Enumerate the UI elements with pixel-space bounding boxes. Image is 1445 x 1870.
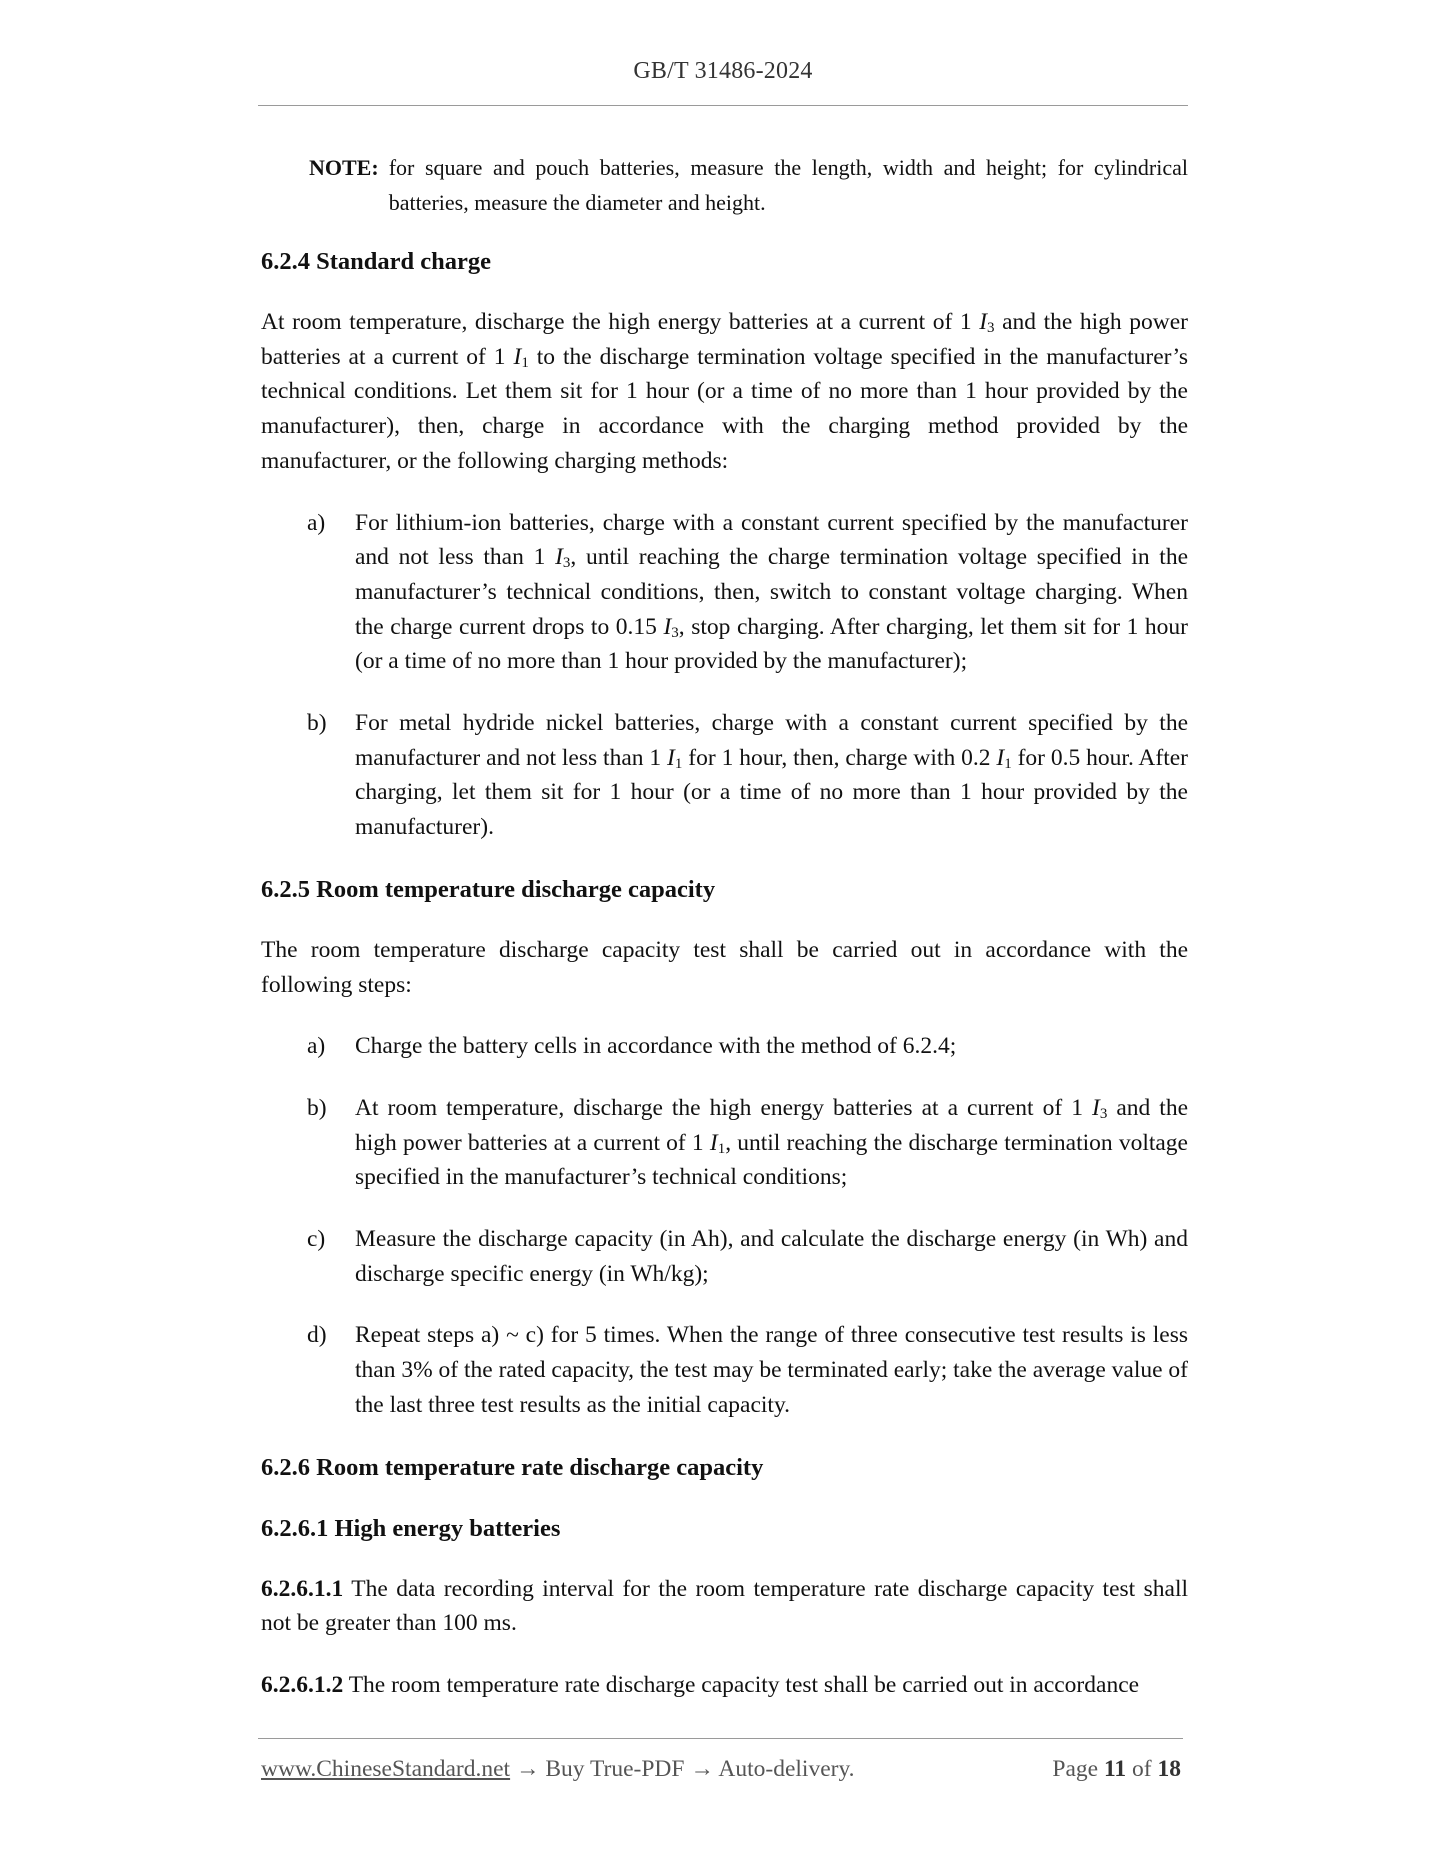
heading-6-2-5: 6.2.5 Room temperature discharge capacity (261, 875, 716, 903)
list-item-6-2-5-a: a) Charge the battery cells in accordance with the method of 6.2.4; (307, 1033, 957, 1060)
list-item-6-2-5-c: c) Measure the discharge capacity (in Ah), and calculate the discharge energy (in Wh) and discharge specific energy (in Wh/kg); (307, 1226, 1188, 1287)
list-6-2-5 (307, 1029, 1188, 1422)
document-body (261, 150, 1188, 1730)
header-title: GB/T 31486-2024 (633, 58, 813, 84)
site-link[interactable]: www.ChineseStandard.net (261, 1756, 511, 1782)
footer-rule (258, 1738, 1183, 1739)
list-item-6-2-4-a: a) For lithium-ion batteries, charge with a constant current specified by the manufacturer and not less than 1 $I_3$, until reaching the charge termination voltage specified in the manufacturer’s technical conditions, then, switch to constant voltage charging. When the charge current drops to 0.15 $I_3$, stop charging. After charging, let them sit for 1 hour (or a time of no more than 1 hour provided by the manufacturer); (307, 509, 1188, 675)
heading-6-2-4: 6.2.4 Standard charge (261, 248, 492, 275)
para-6-2-4-intro: At room temperature, discharge the high energy batteries at a current of 1 $I_3$ and the high power batteries at a current of 1 $I_1$ to the discharge termination voltage specified in the manufacturer’s technical conditions. Let them sit for 1 hour (or a time of no more than 1 hour provided by the manufacturer), then, charge in accordance with the charging method provided by the manufacturer, or the following charging methods: (261, 309, 1189, 474)
heading-6-2-6-1: 6.2.6.1 High energy batteries (261, 1514, 561, 1542)
note-label: NOTE: (309, 155, 379, 180)
note-text: for square and pouch batteries, measure the length, width and height; for cylindrical batteries, measure the diameter and height. (388, 155, 1188, 215)
para-6-2-6-1-1: 6.2.6.1.1 The data recording interval for the room temperature rate discharge capacity test shall not be greater than 100 ms. (261, 1575, 1188, 1637)
footer-promo: www.ChineseStandard.net → Buy True-PDF → Auto-delivery. (261, 1756, 855, 1782)
note (309, 150, 1188, 220)
header-rule (258, 105, 1188, 106)
heading-6-2-6: 6.2.6 Room temperature rate discharge capacity (261, 1453, 764, 1481)
para-6-2-5-intro: The room temperature discharge capacity test shall be carried out in accordance with the following steps: (261, 936, 1188, 998)
para-6-2-6-1-2: 6.2.6.1.2 The room temperature rate discharge capacity test shall be carried out in accordance (261, 1671, 1140, 1698)
list-item-6-2-5-d: d) Repeat steps a) ~ c) for 5 times. When the range of three consecutive test results is less than 3% of the rated capacity, the test may be terminated early; take the average value of the last three test results as the initial capacity. (307, 1322, 1188, 1418)
list-item-6-2-5-b: b) At room temperature, discharge the high energy batteries at a current of 1 $I_3$ and the high power batteries at a current of 1 $I_1$, until reaching the discharge termination voltage specified in the manufacturer’s technical conditions; (307, 1094, 1189, 1191)
page-indicator: Page 11 of 18 (1052, 1756, 1181, 1782)
list-item-6-2-4-b: b) For metal hydride nickel batteries, charge with a constant current specified by the manufacturer and not less than 1 $I_1$ for 1 hour, then, charge with 0.2 $I_1$ for 0.5 hour. After charging, let them sit for 1 hour (or a time of no more than 1 hour provided by the manufacturer). (307, 710, 1188, 841)
footer (261, 1756, 1181, 1783)
list-6-2-4 (307, 506, 1188, 845)
